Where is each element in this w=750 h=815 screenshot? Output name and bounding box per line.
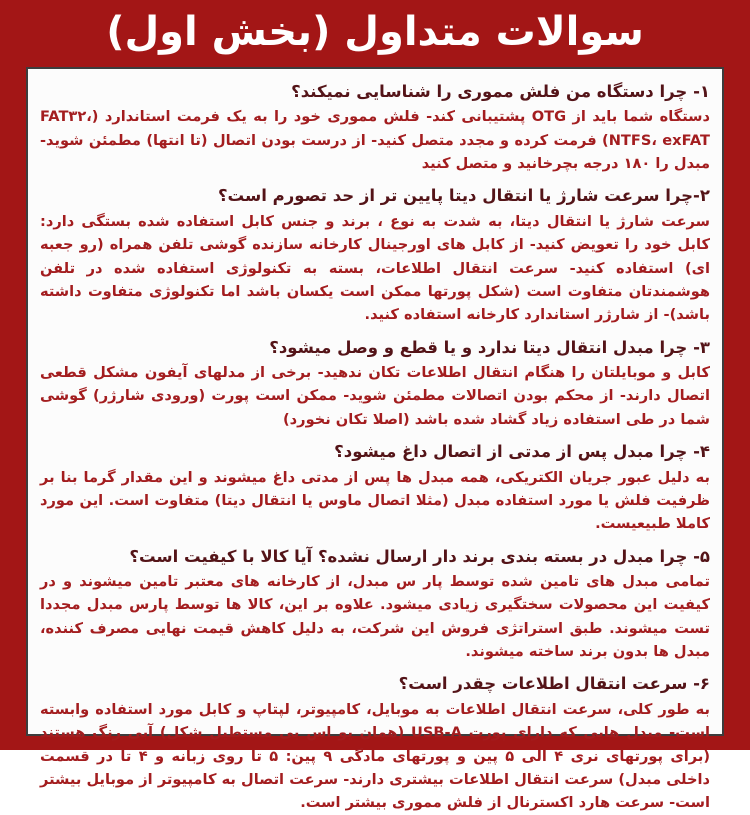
faq-answer: به طور کلی، سرعت انتقال اطلاعات به موبایل، کامپیوتر، لپتاپ و کابل مورد استفاده وابسته است- مبدل هایی که دارای پورت USB-A (همان یو اس بی مستطیل شکل) آبی رنگ هستند (برای پورتهای نری ۴ الی ۵ پین و پورتهای مادگی ۹ پین: ۵ تا روی زبانه و ۴ تا در قسمت داخلی مبدل) سرعت انتقال اطلاعات بیشتری دارند- سرعت اتصال به کامپیوتر از موبایل بیشتر است- سرعت هارد اکسترنال از فلش مموری بیشتر است.	[40, 700, 710, 812]
faq-question: ۶- سرعت انتقال اطلاعات چقدر است؟	[398, 674, 710, 694]
faq-question: ۳- چرا مبدل انتقال دیتا ندارد و یا قطع و وصل میشود؟	[269, 337, 710, 357]
faq-question: ۱- چرا دستگاه من فلش مموری را شناسایی نمیکند؟	[291, 82, 710, 101]
faq-item-1	[40, 81, 710, 175]
faq-answer: تمامی مبدل های تامین شده توسط پار س مبدل، از کارخانه های معتبر تامین میشوند و در کیفیت این محصولات سختگیری زیادی میشود. علاوه بر این، کالا ها توسط پارس مبدل مجددا تست میشوند. طبق استراتژی فروش این شرکت، به دلیل کاهش قیمت نهایی مصرف کننده، مبدل ها بدون برند ساخته میشوند.	[40, 573, 710, 661]
faq-item-4	[40, 441, 710, 535]
faq-answer: سرعت شارژ یا انتقال دیتا، به شدت به نوع ، برند و جنس کابل استفاده شده بستگی دارد: کابل خود را تعویض کنید- از کابل های اورجینال کارخانه سازنده گوشی تلفن همراه (رو جعبه ای) استفاده کنید- سرعت انتقال اطلاعات، بسته به تکنولوژی استفاده شده در تلفن هوشمندتان متفاوت است (شکل پورتها ممکن است یکسان باشد اما تکنولوژی متفاوت داشته باشد)- از شارژر استاندارد کارخانه استفاده کنید.	[40, 212, 710, 324]
faq-item-2	[40, 185, 710, 326]
faq-answer: کابل و موبایلتان را هنگام انتقال اطلاعات تکان ندهید- برخی از مدلهای آیفون مشکل قطعی اتصال دارند- از محکم بودن اتصالات مطمئن شوید- ممکن است پورت (ورودی شارژر) گوشی شما در طی استفاده زیاد گشاد شده باشد (اصلا تکان نخورد)	[40, 364, 710, 428]
faq-answer: به دلیل عبور جریان الکتریکی، همه مبدل ها پس از مدتی داغ میشوند و این مقدار گرما بنا بر ظرفیت فلش یا مورد استفاده مبدل (مثلا اتصال ماوس یا انتقال دیتا) متفاوت است. این مورد کاملا طبیعیست.	[40, 468, 710, 533]
faq-question: ۵- چرا مبدل در بسته بندی برند دار ارسال نشده؟ آیا کالا با کیفیت است؟	[129, 546, 710, 566]
faq-item-6	[40, 673, 710, 814]
page-title: سوالات متداول (بخش اول)	[106, 9, 644, 55]
faq-card	[26, 67, 724, 812]
faq-answer: دستگاه شما باید از OTG پشتیبانی کند- فلش مموری خود را به یک فرمت استاندارد (FAT۳۲، NTFS، exFAT) فرمت کرده و مجدد متصل کنید- از درست بودن اتصال (تا انتها) مطمئن شوید- مبدل را ۱۸۰ درجه بچرخانید و متصل کنید	[40, 108, 711, 173]
faq-item-5	[40, 546, 710, 664]
faq-question: ۴- چرا مبدل پس از مدتی از اتصال داغ میشود؟	[334, 442, 710, 462]
faq-question: ۲-چرا سرعت شارژ یا انتقال دیتا پایین تر از حد تصورم است؟	[217, 186, 710, 206]
faq-item-3	[40, 337, 710, 431]
